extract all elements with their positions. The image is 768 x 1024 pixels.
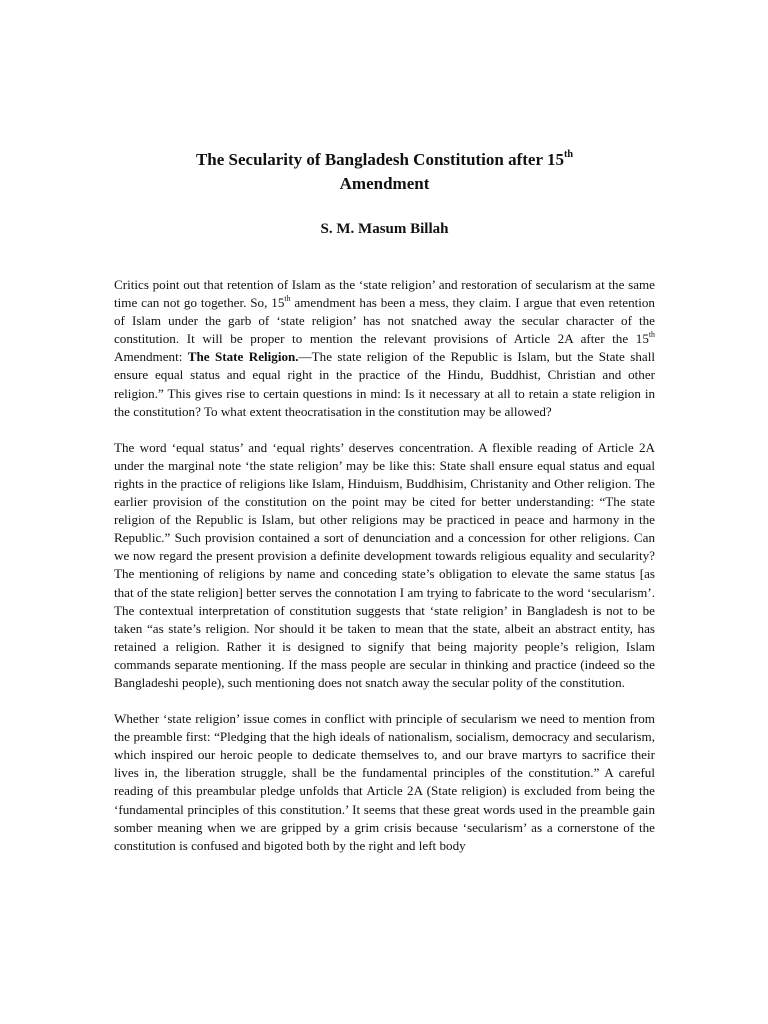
paragraph-text: Amendment: xyxy=(114,349,188,365)
title-text-line2: Amendment xyxy=(339,174,430,193)
paragraph-2: The word ‘equal status’ and ‘equal rights’ deserves concentration. A flexible reading of Article 2A under the marginal note ‘the state religion’ may be like this: State shall ensure equal status and equal rights in the practice of religions like Islam, Hinduism, Buddhisim, Christanity and Other religion. The earlier provision of the constitution on the point may be cited for better understanding: “The state religion of the Republic is Islam, but other religions may be practiced in peace and harmony in the Republic.” Such provision contained a sort of denunciation and a concession for other religions. Can we now regard the present provision a definite development towards religious equality and secularity? The mentioning of religions by name and conceding state’s obligation to elevate the same status [as that of the state religion] better serves the connotation I am trying to fabricate to the word ‘secularism’. The contextual interpretation of constitution suggests that ‘state religion’ in Bangladesh is not to be taken “as state’s religion. Nor should it be taken to mean that the state, albeit an abstract entity, has retained a religion. Rather it is designed to signify that being majority people’s religion, Islam commands separate mentioning. If the mass people are secular in thinking and practice (indeed so the Bangladeshi people), such mentioning does not snatch away the secular polity of the constitution. xyxy=(114,439,655,690)
superscript: th xyxy=(648,329,655,339)
paragraph-3: Whether ‘state religion’ issue comes in conflict with principle of secularism we need to mention from the preamble first: “Pledging that the high ideals of nationalism, socialism, democracy and secularism, which inspired our heroic people to dedicate themselves to, and our brave martyrs to sacrifice their lives in, the liberation struggle, shall be the fundamental principles of the constitution.” A careful reading of this preambular pledge unfolds that Article 2A (State religion) is excluded from being the ‘fundamental principles of this constitution.’ It seems that these great words used in the preamble gain somber meaning when we are gripped by a grim crisis because ‘secularism’ as a cornerstone of the constitution is confused and bigoted both by the right and left body xyxy=(114,711,655,853)
paragraph-1 xyxy=(114,276,655,421)
bold-heading: The State Religion. xyxy=(187,349,299,365)
superscript: th xyxy=(284,293,291,303)
title-text: The Secularity of Bangladesh Constitution after 15 xyxy=(195,150,564,169)
title-superscript: th xyxy=(563,148,574,160)
document-title xyxy=(114,148,655,196)
paragraph-text: Critics point out that retention of Islam as the ‘state religion’ and restoration of secularism at the same time can not go together. So, 15 xyxy=(114,277,655,311)
paragraph-text: —The state religion of the Republic is Islam, but the State shall ensure equal status and equal right in the practice of the Hindu, Buddhist, Christian and other religion.” This gives rise to certain questions in mind: Is it necessary at all to retain a state religion in the constitution? To what extent theocratisation in the constitution may be allowed? xyxy=(114,349,655,419)
author-name: S. M. Masum Billah xyxy=(320,221,449,237)
paragraph-text: amendment has been a mess, they claim. I argue that even retention of Islam under the garb of ‘state religion’ has not snatched away the secular character of the constitution. It will be proper to mention the relevant provisions of Article 2A after the 15 xyxy=(114,295,655,347)
document-body xyxy=(114,276,655,873)
